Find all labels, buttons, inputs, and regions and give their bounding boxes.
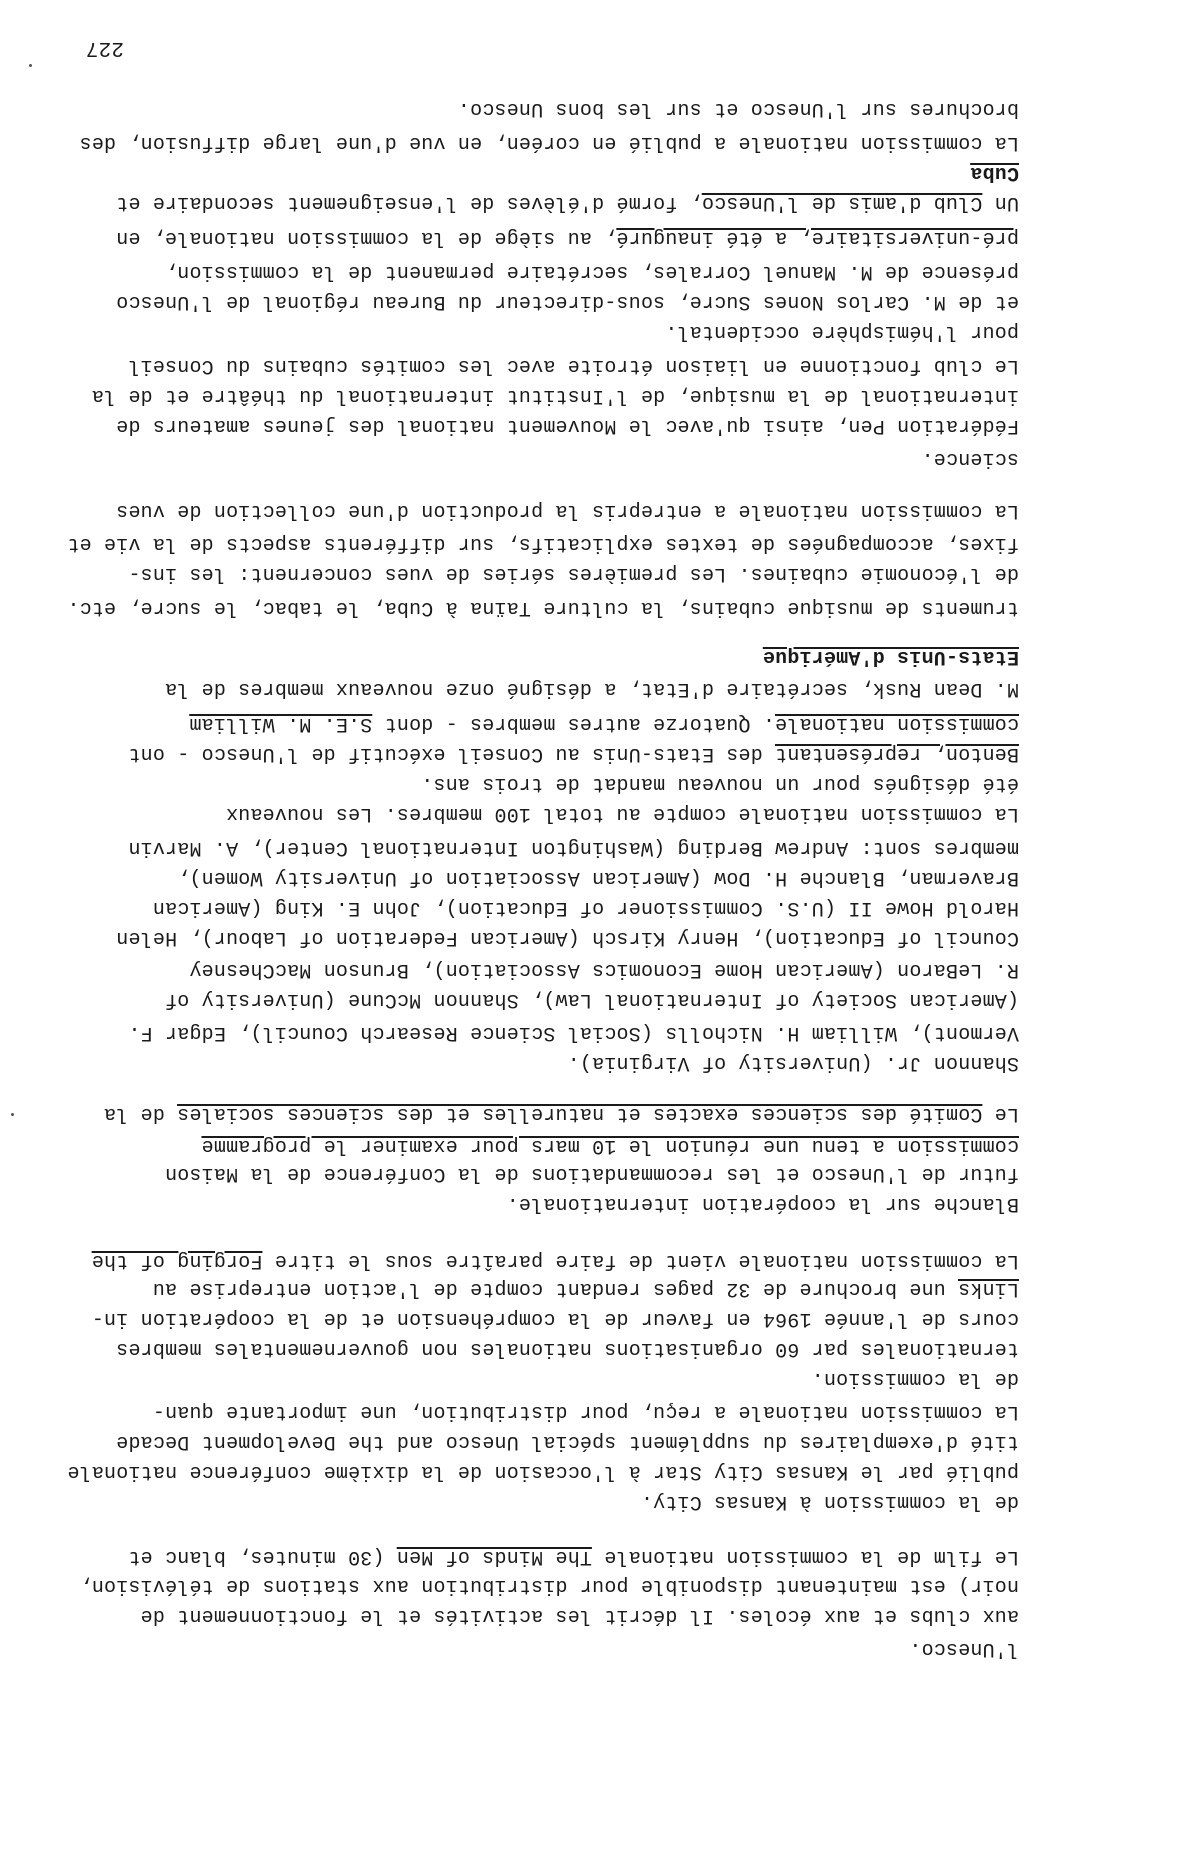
text-run: publié par le Kansas City Star à l'occasion de la dixième conférence nationale bbox=[67, 1460, 1019, 1483]
text-run: membres sont: Andrew Berding (Washington International Center), A. Marvin bbox=[128, 836, 1019, 859]
text-run: science. bbox=[921, 447, 1019, 470]
text-line bbox=[226, 800, 1019, 826]
text-run: présence de M. Manuel Corrales, secrétaire permanent de la commission, bbox=[164, 260, 1019, 283]
text-line bbox=[92, 1305, 1019, 1331]
text-run: (American Society of International Law), Shannon McCune (University of bbox=[164, 988, 1019, 1011]
text-run: de la bbox=[103, 1102, 178, 1125]
page-number: 227 bbox=[85, 36, 124, 59]
text-run: Le film de la commission nationale bbox=[591, 1545, 1019, 1568]
text-run: été désignés pour un nouveau mandat de trois ans. bbox=[421, 772, 1019, 795]
text-line bbox=[67, 594, 1019, 620]
text-run: ternationales par 60 organisations nationales non gouvernementales membres bbox=[116, 1337, 1019, 1360]
text-line bbox=[507, 1190, 1019, 1216]
text-line bbox=[909, 1635, 1019, 1661]
text-line bbox=[128, 560, 1019, 586]
section-heading-usa: Etats-Unis d'Amérique bbox=[762, 645, 1019, 668]
text-line bbox=[140, 1602, 1019, 1628]
text-line bbox=[79, 1572, 1019, 1598]
text-line bbox=[165, 986, 1019, 1012]
text-line bbox=[116, 497, 1019, 523]
text-run: noir) est maintenant disponible pour distribution aux stations de télévision, bbox=[79, 1574, 1019, 1597]
text-line bbox=[116, 189, 1019, 215]
underlined-text-run: pré-universitaire, a été inauguré bbox=[616, 226, 1019, 249]
underlined-text-run: The Minds of Men bbox=[396, 1545, 592, 1568]
text-run: La commission nationale a entrepris la production d'une collection de vues bbox=[116, 499, 1019, 522]
text-line bbox=[153, 894, 1019, 920]
text-run: pour l'hémisphère occidental. bbox=[665, 320, 1019, 343]
text-line bbox=[128, 352, 1019, 378]
text-line bbox=[128, 834, 1019, 860]
underlined-text-run: Club d'amis de l'Unesco bbox=[701, 191, 983, 214]
text-line bbox=[153, 1398, 1019, 1424]
text-line: brochures sur l'Unesco et sur les bons Unesco. bbox=[457, 97, 1019, 120]
underlined-text-run: Comité des sciences exactes et naturelles et des sciences sociales bbox=[177, 1102, 983, 1125]
text-line bbox=[921, 445, 1019, 471]
text-line bbox=[116, 924, 1019, 950]
underlined-text-run: commission nationale bbox=[774, 712, 1019, 735]
text-run: truments de musique cubains, la culture Taïna à Cuba, le tabac, le sucre, etc. bbox=[67, 596, 1019, 619]
text-line bbox=[189, 956, 1019, 982]
text-line bbox=[201, 1132, 1019, 1158]
text-line bbox=[128, 1543, 1019, 1569]
text-line bbox=[812, 1365, 1019, 1391]
text-run: Un bbox=[982, 191, 1019, 214]
text-line bbox=[92, 1247, 1019, 1273]
text-line bbox=[665, 318, 1019, 344]
text-run: Braverman, Blanche H. Dow (American Association of University Women), bbox=[177, 866, 1019, 889]
text-line bbox=[189, 710, 1019, 736]
text-run: Shannon Jr. (University of Virginia). bbox=[567, 1051, 1019, 1074]
text-run: La commission nationale compte au total 100 membres. Les nouveaux bbox=[225, 802, 1019, 825]
text-run: La commission nationale a reçu, pour distribution, une importante quan- bbox=[152, 1400, 1019, 1423]
text-run: Vermont), William H. Nicholls (Social Science Research Council), Edgar F. bbox=[128, 1021, 1019, 1044]
text-line bbox=[165, 258, 1019, 284]
text-run: une brochure de 32 pages rendant compte de l'action entreprise au bbox=[152, 1277, 958, 1300]
text-line bbox=[116, 1428, 1019, 1454]
underlined-text-run: Forging of the bbox=[91, 1249, 263, 1272]
underlined-text-run: Benton, représentant bbox=[774, 742, 1019, 765]
text-run: de l'économie cubaines. Les premières séries de vues concernent: les ins- bbox=[128, 562, 1019, 585]
text-run: Harold Howe II (U.S. Commissioner of Education), John E. King (American bbox=[152, 896, 1019, 919]
text-run: tité d'exemplaires du supplément spécial Unesco and the Development Decade bbox=[116, 1430, 1019, 1453]
section-heading-cuba: Cuba bbox=[970, 161, 1019, 184]
text-run: cours de l'année 1964 en faveur de la compréhension et de la coopération in- bbox=[91, 1307, 1019, 1330]
scan-speck bbox=[11, 1113, 14, 1116]
text-run: de la commission à Kansas City. bbox=[640, 1490, 1019, 1513]
text-run: , au siège de la commission nationale, en bbox=[116, 226, 617, 249]
text-run: fixes, accompagnées de textes explicatifs, sur différents aspects de la vie et bbox=[67, 532, 1019, 555]
text-run: . Quatorze autres membres - dont bbox=[372, 712, 775, 735]
text-run: international de la musique, de l'Institut international du théâtre et de la bbox=[91, 384, 1019, 407]
text-line bbox=[116, 1335, 1019, 1361]
text-run: (30 minutes, blanc et bbox=[128, 1545, 397, 1568]
text-run: des Etats-Unis au Conseil exécutif de l'Unesco - ont bbox=[128, 742, 775, 765]
text-line bbox=[128, 740, 1019, 766]
text-run: aux clubs et aux écoles. Il décrit les activités et le fonctionnement de bbox=[140, 1604, 1019, 1627]
text-run: futur de l'Unesco et les recommandations de la Conférence de la Maison bbox=[164, 1162, 1019, 1185]
text-run: de la commission. bbox=[811, 1367, 1019, 1390]
text-run: R. LeBaron (American Home Economics Association), Brunson MacChesney bbox=[189, 958, 1019, 981]
text-run: et de M. Carlos Nones Sucre, sous-directeur du Bureau régional de l'Unesco bbox=[116, 290, 1019, 313]
text-line bbox=[116, 288, 1019, 314]
text-run: Le club fonctionne en liaison étroite avec les comités cubains du Conseil bbox=[128, 354, 1019, 377]
text-line bbox=[116, 224, 1019, 250]
text-line bbox=[568, 1049, 1019, 1075]
text-line bbox=[153, 1275, 1019, 1301]
underlined-text-run: Links bbox=[957, 1277, 1019, 1300]
text-run: , formé d'élèves de l'enseignement secondaire et bbox=[116, 191, 702, 214]
text-line bbox=[641, 1488, 1019, 1514]
text-line: La commission nationale a publié en coréen, en vue d'une large diffusion, des bbox=[79, 131, 1019, 154]
text-line bbox=[92, 382, 1019, 408]
scan-speck bbox=[29, 64, 32, 67]
text-run: M. Dean Rusk, secrétaire d'Etat, a désigné onze nouveaux membres de la bbox=[164, 677, 1019, 700]
text-line bbox=[116, 412, 1019, 438]
text-line bbox=[67, 1458, 1019, 1484]
underlined-text-run: S.E. M. William bbox=[189, 712, 373, 735]
text-line bbox=[165, 1160, 1019, 1186]
text-run: l'Unesco. bbox=[909, 1637, 1019, 1660]
underlined-text-run: commission a tenu une réunion le 10 mars pour examiner le programme bbox=[201, 1134, 1019, 1157]
text-line bbox=[67, 530, 1019, 556]
text-line bbox=[165, 675, 1019, 701]
text-line bbox=[177, 864, 1019, 890]
text-run: La commission nationale vient de faire paraître sous le titre bbox=[262, 1249, 1019, 1272]
text-line bbox=[104, 1100, 1019, 1126]
text-line bbox=[421, 770, 1019, 796]
text-run: Le bbox=[982, 1102, 1019, 1125]
text-run: Blanche sur la coopération internationale. bbox=[506, 1192, 1019, 1215]
text-line bbox=[128, 1019, 1019, 1045]
text-run: Fédération Pen, ainsi qu'avec le Mouvement national des jeunes amateurs de bbox=[116, 414, 1019, 437]
text-run: Council of Education), Henry Kirsch (American Federation of Labour), Helen bbox=[116, 926, 1019, 949]
